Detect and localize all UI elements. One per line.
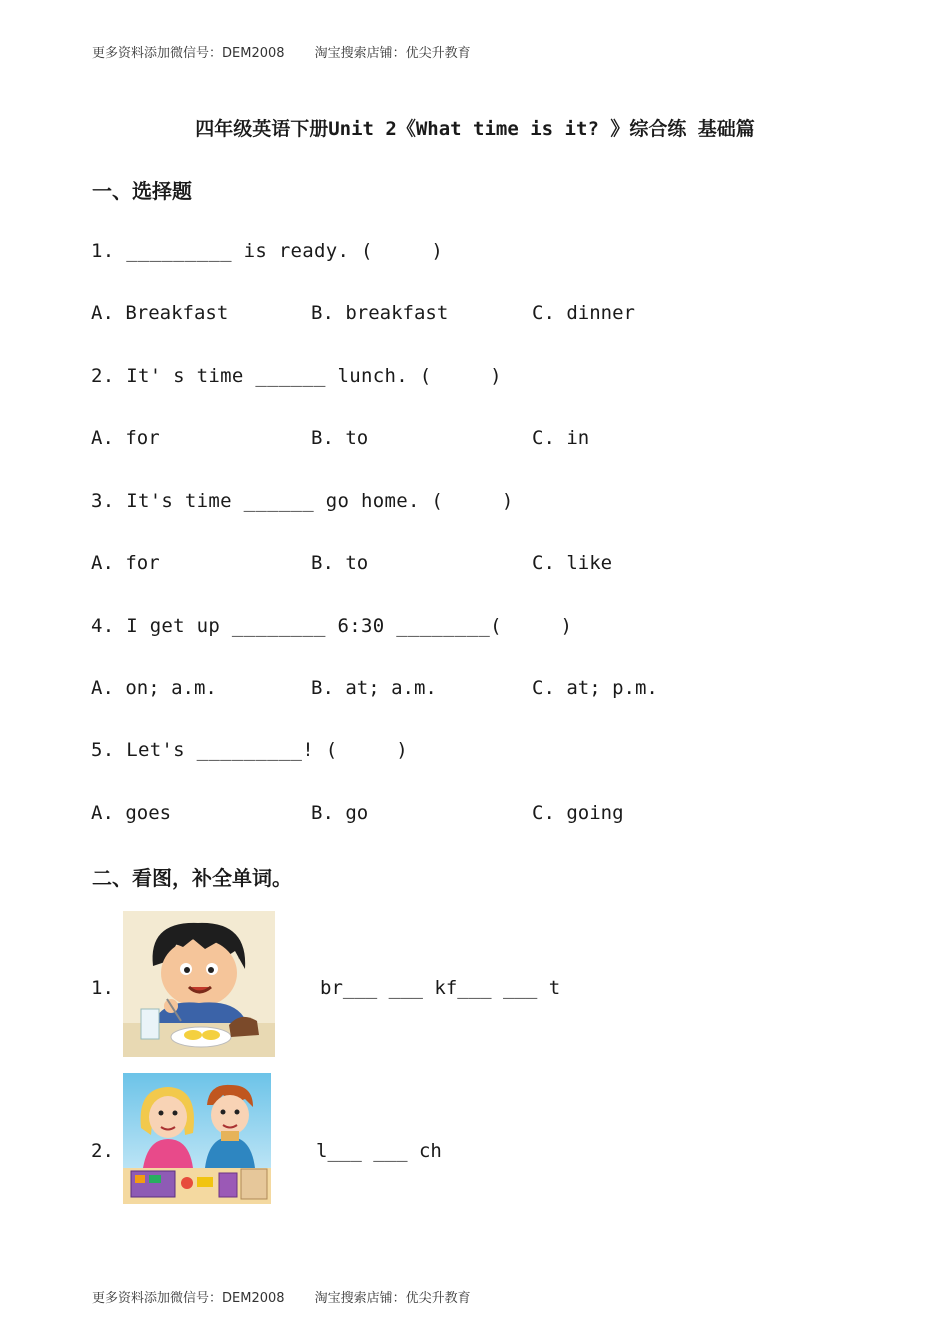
q3-option-a: A. for: [91, 552, 160, 574]
question-4-stem: 4. I get up ________ 6:30 ________( ): [91, 615, 573, 637]
q3-option-c: C. like: [532, 552, 613, 574]
q4-option-b: B. at; a.m.: [311, 677, 437, 699]
section-1-heading: 一、选择题: [92, 179, 192, 203]
footer-wechat: 更多资料添加微信号：DEM2008: [92, 1291, 285, 1306]
question-5-stem: 5. Let's _________! ( ): [91, 739, 408, 761]
q1-option-c: C. dinner: [532, 302, 635, 324]
q2-option-b: B. to: [311, 427, 369, 449]
picture-item-1-word: br___ ___ kf___ ___ t: [320, 977, 561, 999]
q5-option-a: A. goes: [91, 802, 172, 824]
q4-option-a: A. on; a.m.: [91, 677, 217, 699]
q5-option-c: C. going: [532, 802, 624, 824]
header-wechat: 更多资料添加微信号：DEM2008: [92, 46, 285, 61]
picture-item-2-number: 2.: [91, 1140, 114, 1162]
children-eating-lunch-picture: [123, 1073, 271, 1204]
q5-option-b: B. go: [311, 802, 369, 824]
boy-eating-breakfast-picture: [123, 911, 275, 1057]
question-3-stem: 3. It's time ______ go home. ( ): [91, 490, 514, 512]
picture-item-1-number: 1.: [91, 977, 114, 999]
footer-shop: 淘宝搜索店铺：优尖升教育: [314, 1291, 471, 1306]
header-shop: 淘宝搜索店铺：优尖升教育: [314, 46, 471, 61]
section-2-heading: 二、看图，补全单词。: [92, 866, 292, 890]
question-2-stem: 2. It' s time ______ lunch. ( ): [91, 365, 502, 387]
q1-option-b: B. breakfast: [311, 302, 449, 324]
q2-option-c: C. in: [532, 427, 590, 449]
q4-option-c: C. at; p.m.: [532, 677, 658, 699]
q3-option-b: B. to: [311, 552, 369, 574]
question-1-stem: 1. _________ is ready. ( ): [91, 240, 444, 262]
picture-item-2-word: l___ ___ ch: [316, 1140, 442, 1162]
page-header: [92, 42, 497, 61]
q2-option-a: A. for: [91, 427, 160, 449]
page-footer: [92, 1287, 497, 1306]
document-title: 四年级英语下册Unit 2《What time is it? 》综合练 基础篇: [195, 118, 755, 140]
q1-option-a: A. Breakfast: [91, 302, 229, 324]
